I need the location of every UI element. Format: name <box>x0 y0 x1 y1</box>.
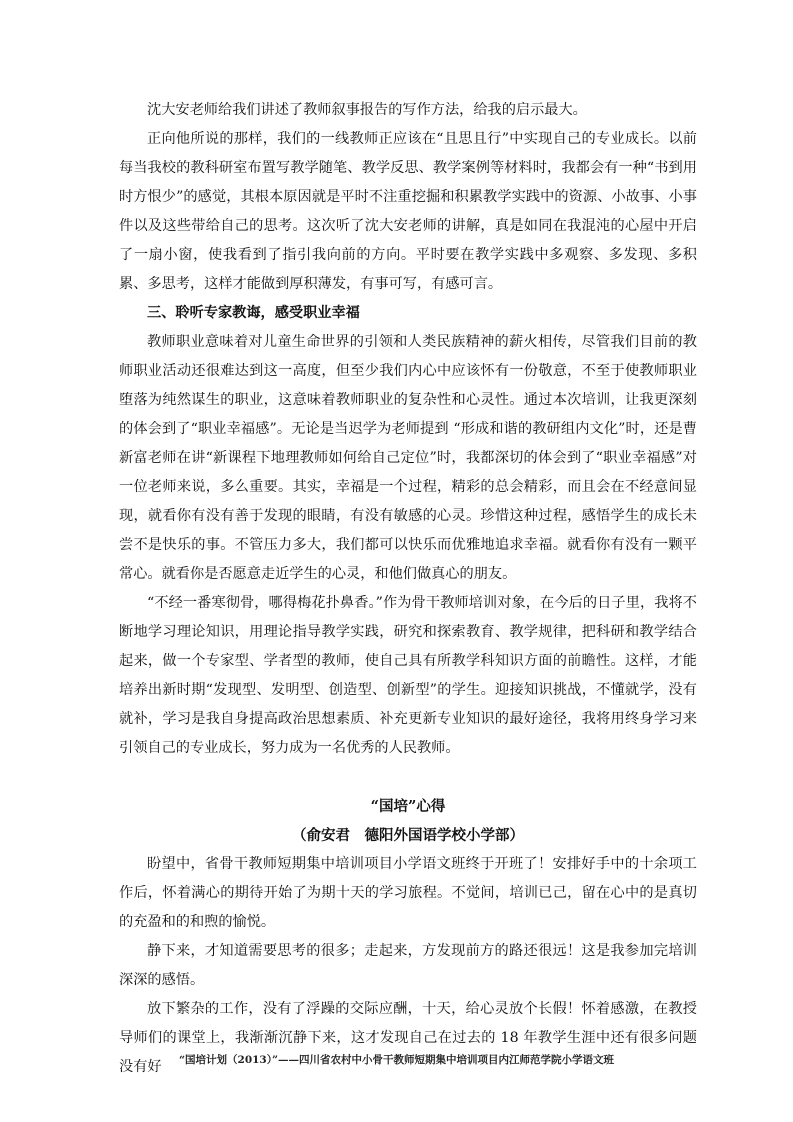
page-footer: “国培计划（2013）”——四川省农村中小骨干教师短期集中培训项目内江师范学院小学语文班 <box>178 1054 615 1066</box>
section-heading: 三、聆听专家教诲，感受职业幸福 <box>147 305 360 321</box>
article-author: （俞安君 德阳外国语学校小学部） <box>292 827 524 844</box>
paragraph: “不经一番寒彻骨，哪得梅花扑鼻香。”作为骨干教师培训对象，在今后的日子里，我将不断地学习理论知识，用理论指导教学实践，研究和探索教育、教学规律，把科研和教学结合起来，做一个专家型、学者型的教师，使自己具有所教学科知识方面的前瞻性。这样，才能培养出新时期“发现型、发明型、创造型、创新型”的学生。迎接知识挑战，不懂就学，没有就补，学习是我自身提高政治思想素质、补充更新专业知识的最好途径，我将用终身学习来引领自己的专业成长，努力成为一名优秀的人民教师。 <box>119 595 697 756</box>
paragraph: 盼望中，省骨干教师短期集中培训项目小学语文班终于开班了！安排好手中的十余项工作后，怀着满心的期待开始了为期十天的学习旅程。不觉间，培训已己，留在心中的是真切的充盈和的和煦的愉悦。 <box>119 856 697 930</box>
paragraph: 正向他所说的那样，我们的一线教师正应该在“且思且行”中实现自己的专业成长。以前每当我校的教科研室布置写教学随笔、教学反思、教学案例等材料时，我都会有一种“书到用时方恨少”的感觉，其根本原因就是平时不注重挖掘和积累教学实践中的资源、小故事、小事件以及这些带给自己的思考。这次听了沈大安老师的讲解，真是如同在我混沌的心屋中开启了一扇小窗，使我看到了指引我向前的方向。平时要在教学实践中多观察、多发现、多积累、多思考，这样才能做到厚积薄发，有事可写，有感可言。 <box>119 131 697 292</box>
article-title: “国培”心得 <box>370 798 446 815</box>
paragraph: 静下来，才知道需要思考的很多；走起来，方发现前方的路还很远！这是我参加完培训深深的感悟。 <box>119 943 697 988</box>
paragraph: 沈大安老师给我们讲述了教师叙事报告的写作方法，给我的启示最大。 <box>147 102 587 118</box>
page-content <box>119 96 697 1082</box>
paragraph: 教师职业意味着对儿童生命世界的引领和人类民族精神的薪火相传，尽管我们目前的教师职业活动还很难达到这一高度，但至少我们内心中应该怀有一份敬意，不至于使教师职业堕落为纯然谋生的职业，这意味着教师职业的复杂性和心灵性。通过本次培训，让我更深刻的体会到了“职业幸福感”。无论是当迟学为老师提到 “形成和谐的教研组内文化”时，还是曹新富老师在讲“新课程下地理教师如何给自己定位”时，我都深切的体会到了“职业幸福感”对一位老师来说，多么重要。其实，幸福是一个过程，精彩的总会精彩，而且会在不经意间显现，就看你有没有善于发现的眼睛，有没有敏感的心灵。珍惜这种过程，感悟学生的成长未尝不是快乐的事。不管压力多大，我们都可以快乐而优雅地追求幸福。就看你有没有一颗平常心。就看你是否愿意走近学生的心灵，和他们做真心的朋友。 <box>119 334 697 582</box>
paragraph: 放下繁杂的工作，没有了浮躁的交际应酬，十天，给心灵放个长假！怀着感激，在教授导师们的课堂上，我渐渐沉静下来，这才发现自己在过去的 18 年教学生涯中还有很多问题没有好 <box>119 1001 697 1075</box>
